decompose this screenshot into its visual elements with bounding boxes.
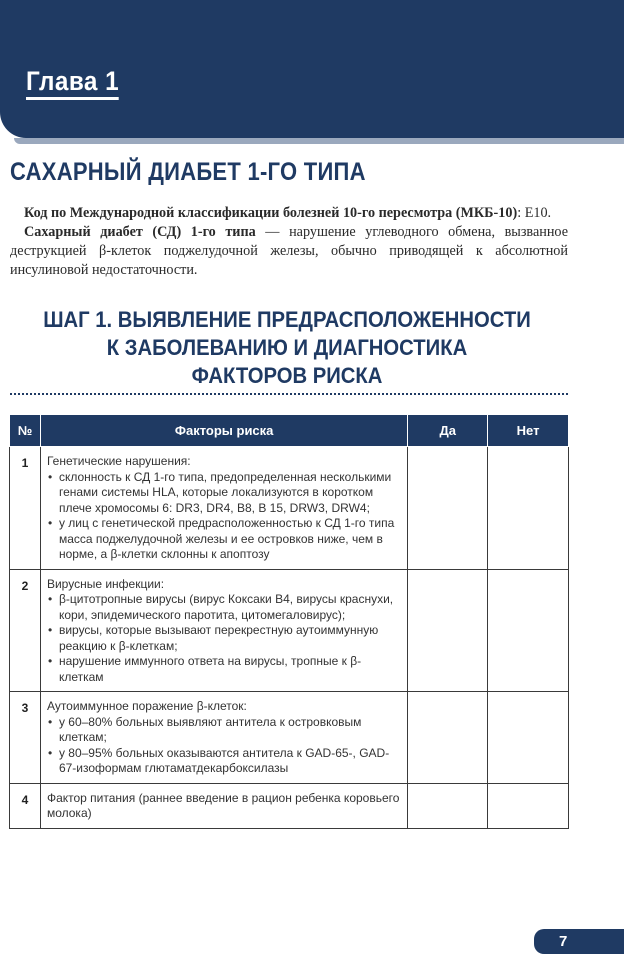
row-factor-cell [40,447,407,570]
row-bullet-list [47,592,401,685]
row-heading: Генетические нарушения: [46,454,191,468]
row-factor-cell [40,692,407,784]
step-title-line-3: ФАКТОРОВ РИСКА [191,363,383,388]
yes-cell[interactable] [408,447,488,570]
definition-paragraph [10,223,568,280]
row-factor-cell [40,569,407,692]
icd-code-paragraph [10,204,568,223]
row-factor-cell [40,783,407,828]
chapter-header-band [0,0,624,138]
row-number: 3 [10,692,41,784]
no-cell[interactable] [488,447,569,570]
table-row [10,692,569,784]
row-heading: Аутоиммунное поражение β-клеток: [46,699,247,713]
row-heading: Вирусные инфекции: [46,576,165,591]
row-heading: Фактор питания (раннее введение в рацион ребенка коровьего молока) [46,790,400,820]
list-item: • склонность к СД 1-го типа, предопределенная несколькими генами системы HLA, которые локализуются в коротком плече хромосомы 6: DR3, DR4, B8, B 15, DRW3, DRW4; [47,470,401,517]
dotted-divider [10,393,568,395]
list-item: • у лиц с генетической предрасположенностью к СД 1-го типа масса поджелудочной железы и ее островков ниже, чем в норме, а β-клетки склонны к апоптозу [47,516,401,563]
section-title: САХАРНЫЙ ДИАБЕТ 1-ГО ТИПА [10,158,366,186]
header-no: Нет [488,415,569,447]
definition-text: — нарушение углеводного обмена, вызванное деструкцией β-клеток поджелудочной железы, обычно приводящей к абсолютной инсулиновой недостаточности. [10,224,568,278]
no-cell[interactable] [488,569,569,692]
page-number: 7 [534,929,624,954]
header-factors: Факторы риска [40,415,407,447]
row-number: 1 [10,447,41,570]
header-yes: Да [408,415,488,447]
row-bullet-list [47,715,401,777]
yes-cell[interactable] [408,692,488,784]
table-row [10,783,569,828]
definition-term: Сахарный диабет (СД) 1-го типа [24,224,256,240]
no-cell[interactable] [488,692,569,784]
no-cell[interactable] [488,783,569,828]
row-number: 2 [10,569,41,692]
header-num: № [10,415,41,447]
risk-factors-table [9,414,569,829]
row-number: 4 [10,783,41,828]
chapter-title: Глава 1 [26,66,119,100]
list-item: • у 60–80% больных выявляют антитела к островковым клеткам; [47,715,401,746]
table-row [10,569,569,692]
yes-cell[interactable] [408,569,488,692]
icd-code-value: : Е10. [517,205,552,221]
yes-cell[interactable] [408,783,488,828]
intro-paragraphs [10,204,568,280]
step-title [38,306,537,390]
table-header-row [10,415,569,447]
list-item: • у 80–95% больных оказываются антитела к GAD-65-, GAD-67-изоформам глютаматдекарбоксилазы [47,746,401,777]
step-title-line-2: К ЗАБОЛЕВАНИЮ И ДИАГНОСТИКА [106,335,468,360]
table-row [10,447,569,570]
list-item: • β-цитотропные вирусы (вирус Коксаки B4, вирусы краснухи, кори, эпидемического паротита, цитомегаловирус); [47,592,401,623]
step-title-line-1: ШАГ 1. ВЫЯВЛЕНИЕ ПРЕДРАСПОЛОЖЕННОСТИ [43,307,531,332]
icd-code-label: Код по Международной классификации болезней 10-го пересмотра (МКБ-10) [24,205,518,221]
row-bullet-list [47,470,401,563]
list-item: • нарушение иммунного ответа на вирусы, тропные к β-клеткам [47,654,401,685]
list-item: • вирусы, которые вызывают перекрестную аутоиммунную реакцию к β-клеткам; [47,623,401,654]
